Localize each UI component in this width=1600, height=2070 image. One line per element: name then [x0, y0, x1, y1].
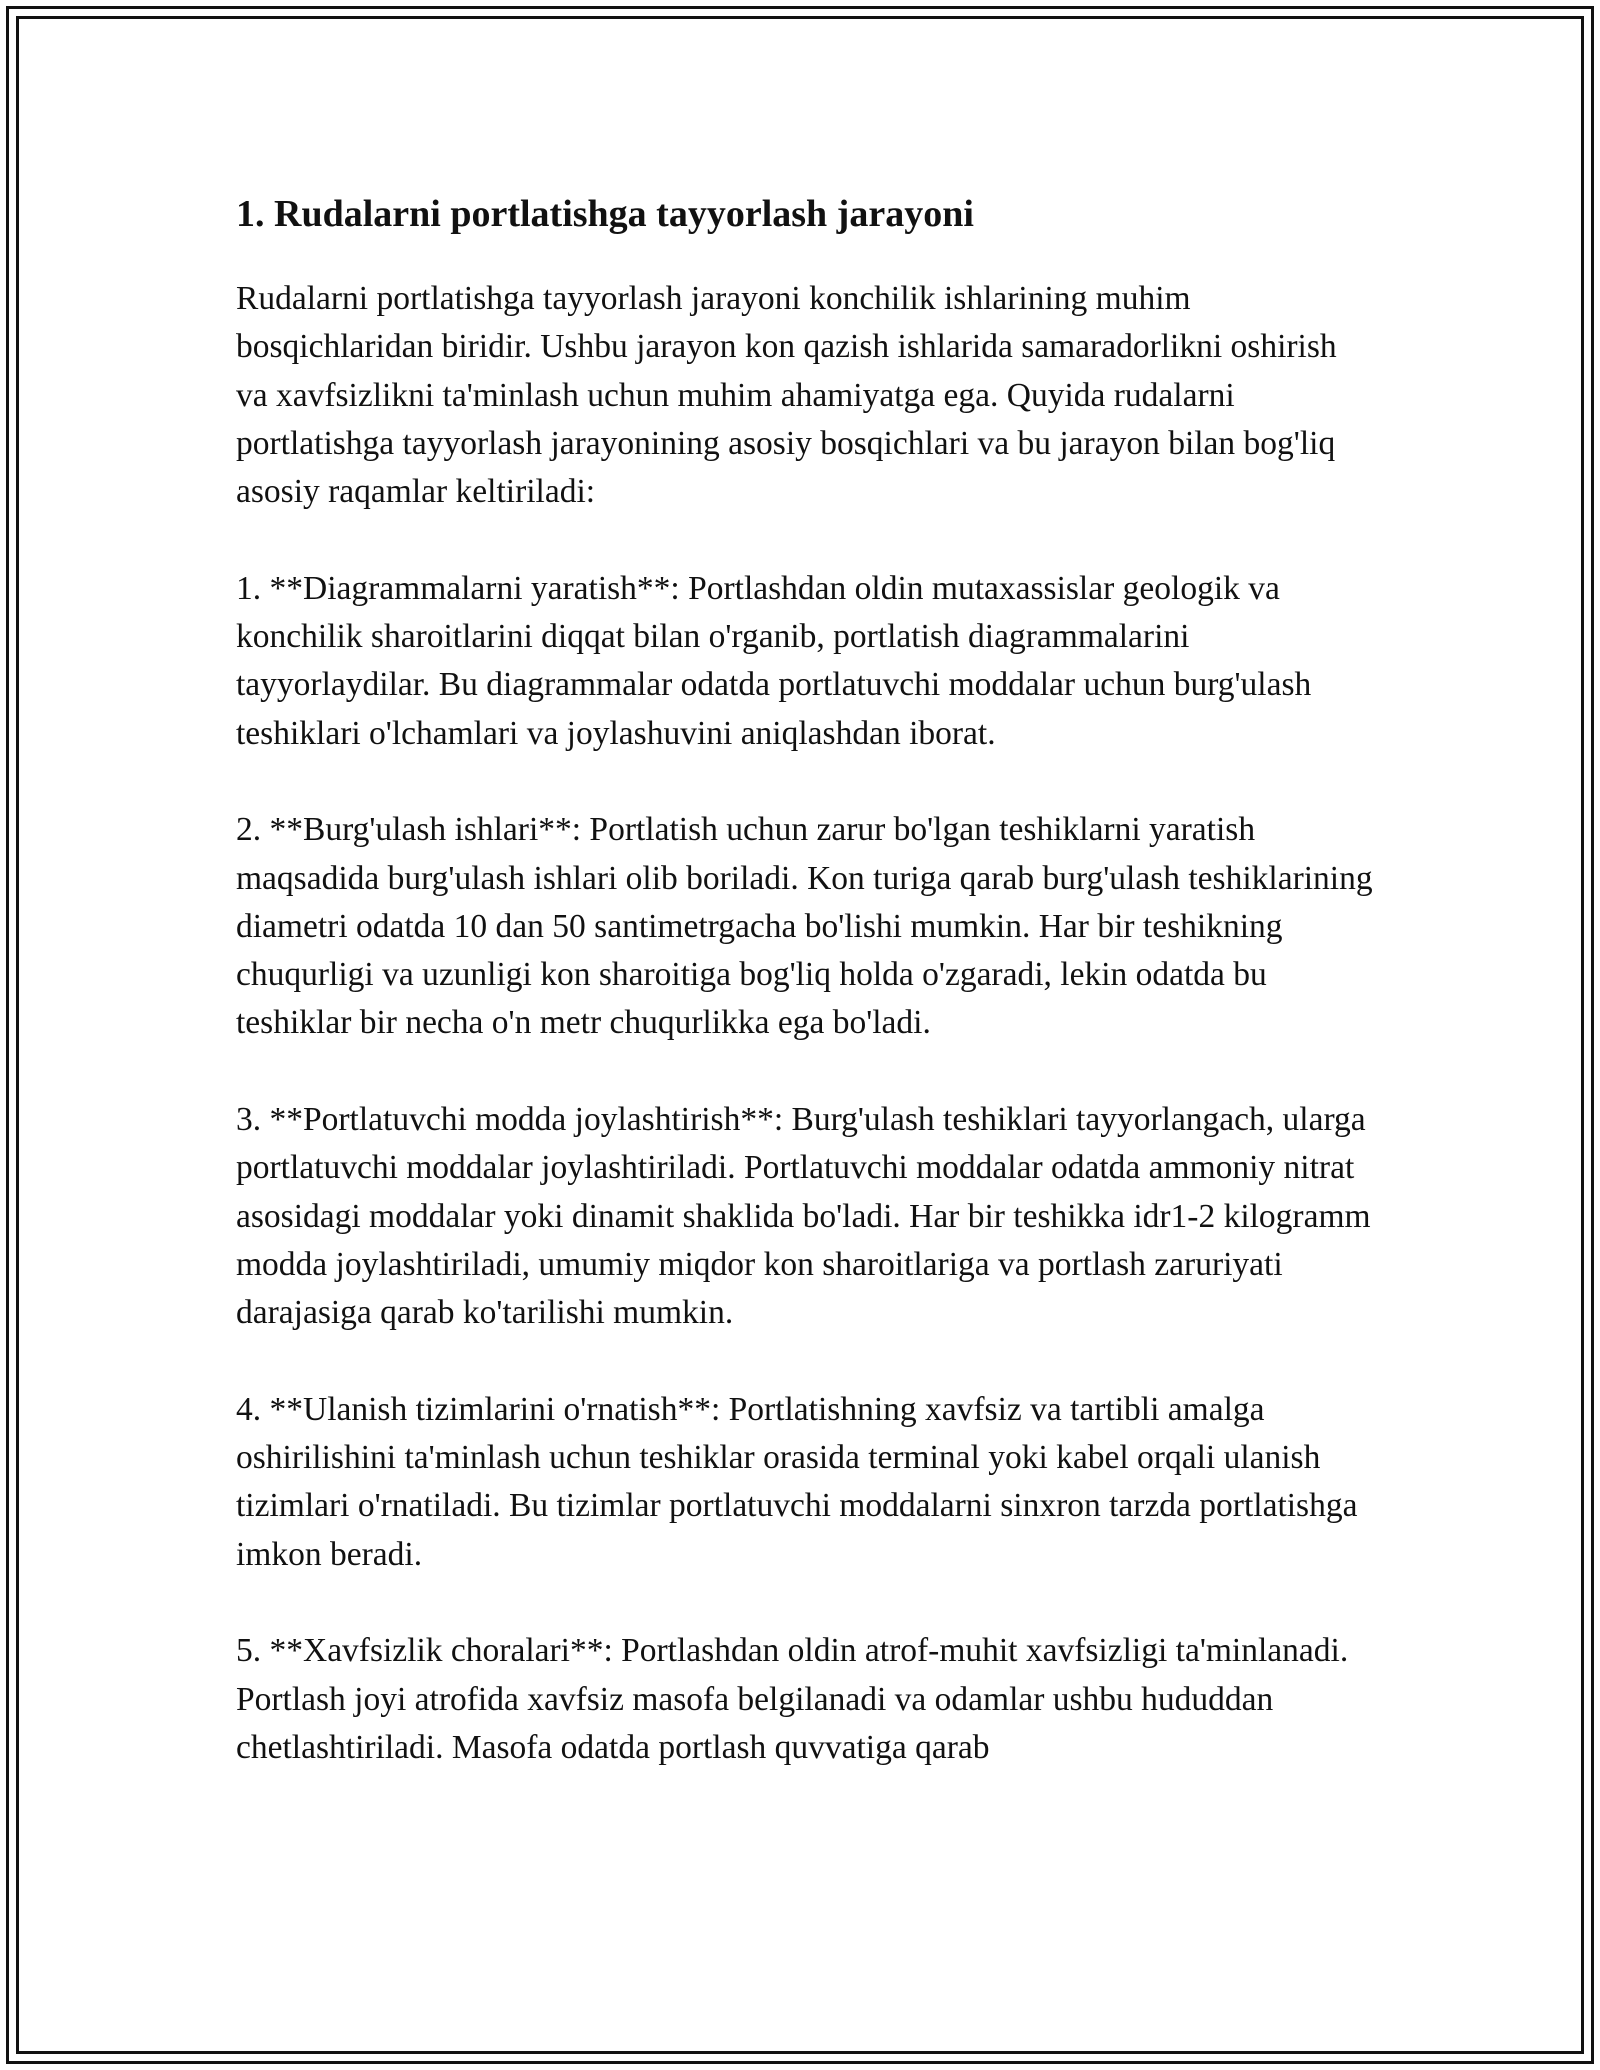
document-title: 1. Rudalarni portlatishga tayyorlash jarayoni	[236, 193, 974, 235]
list-item: 3. **Portlatuvchi modda joylashtirish**: Burg'ulash teshiklari tayyorlangach, ularga portlatuvchi moddalar joylashtiriladi. Portlatuvchi moddalar odatda ammoniy nitrat asosidagi moddalar yoki dinamit shaklida bo'ladi. Har bir teshikka idr1-2 kilogramm modda joylashtiriladi, umumiy miqdor kon sharoitlariga va portlash zaruriyati darajasiga qarab ko'tarilishi mumkin.	[236, 1101, 1371, 1332]
list-item: 4. **Ulanish tizimlarini o'rnatish**: Portlatishning xavfsiz va tartibli amalga oshirilishini ta'minlash uchun teshiklar orasida terminal yoki kabel orqali ulanish tizimlari o'rnatiladi. Bu tizimlar portlatuvchi moddalarni sinxron tarzda portlatishga imkon beradi.	[236, 1390, 1358, 1573]
list-item: 2. **Burg'ulash ishlari**: Portlatish uchun zarur bo'lgan teshiklarni yaratish maqsadida burg'ulash ishlari olib boriladi. Kon turiga qarab burg'ulash teshiklarining diametri odatda 10 dan 50 santimetrgacha bo'lishi mumkin. Har bir teshikning chuqurligi va uzunligi kon sharoitiga bog'liq holda o'zgaradi, lekin odatda bu teshiklar bir necha o'n metr chuqurlikka ega bo'ladi.	[236, 811, 1373, 1042]
intro-paragraph: Rudalarni portlatishga tayyorlash jarayoni konchilik ishlarining muhim bosqichlaridan biridir. Ushbu jarayon kon qazish ishlarida samaradorlikni oshirish va xavfsizlikni ta'minlash uchun muhim ahamiyatga ega. Quyida rudalarni portlatishga tayyorlash jarayonining asosiy bosqichlari va bu jarayon bilan bog'liq asosiy raqamlar keltiriladi:	[236, 280, 1337, 511]
document-body	[236, 185, 1376, 1772]
list-item: 1. **Diagrammalarni yaratish**: Portlashdan oldin mutaxassislar geologik va konchilik sharoitlarini diqqat bilan o'rganib, portlatish diagrammalarini tayyorlaydilar. Bu diagrammalar odatda portlatuvchi moddalar uchun burg'ulash teshiklari o'lchamlari va joylashuvini aniqlashdan iborat.	[236, 569, 1312, 752]
list-item: 5. **Xavfsizlik choralari**: Portlashdan oldin atrof-muhit xavfsizligi ta'minlanadi. Portlash joyi atrofida xavfsiz masofa belgilanadi va odamlar ushbu hududdan chetlashtiriladi. Masofa odatda portlash quvvatiga qarab	[236, 1632, 1349, 1766]
